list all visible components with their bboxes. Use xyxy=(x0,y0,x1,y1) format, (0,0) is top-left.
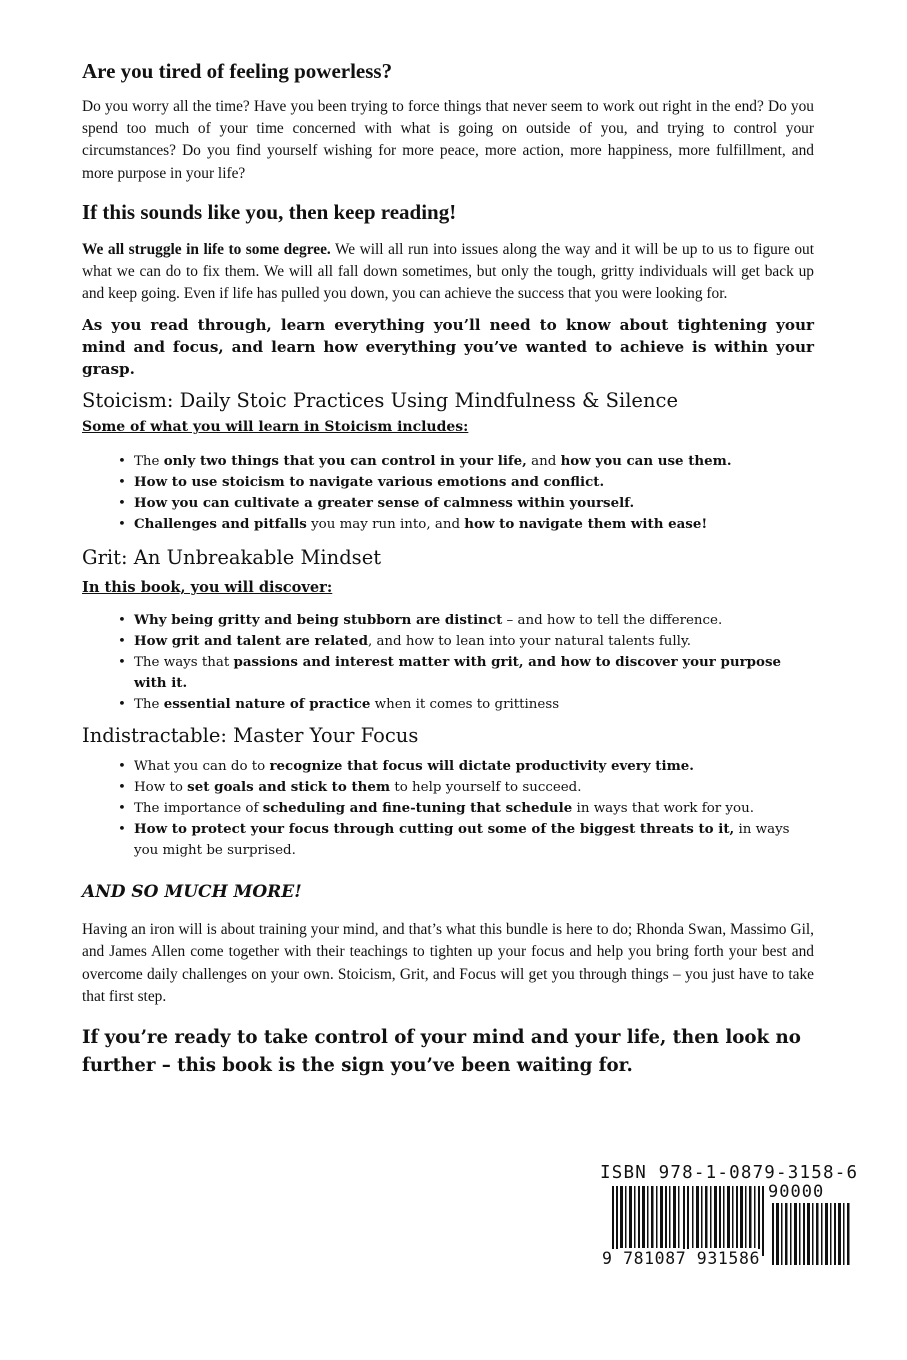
list-item: • The only two things that you can control in your life, and how you can use them. xyxy=(134,451,814,472)
list-item: • The importance of scheduling and fine-tuning that schedule in ways that work for you. xyxy=(134,798,814,819)
list-item: • The ways that passions and interest matter with grit, and how to discover your purpose with it. xyxy=(134,652,814,694)
indistractable-title: Indistractable: Master Your Focus xyxy=(82,724,419,748)
stoicism-subtitle: Some of what you will learn in Stoicism includes: xyxy=(82,419,469,436)
bundle-paragraph: Having an iron will is about training your mind, and that’s what this bundle is here to do; Rhonda Swan, Massimo Gil, and James Allen come together with their teachings to tighten up your focus and help you bring forth your best and overcome daily challenges on your own. Stoicism, Grit, and Focus will get you through things – you just have to take that first step. xyxy=(82,921,814,1005)
headline-powerless: Are you tired of feeling powerless? xyxy=(82,59,393,83)
struggle-paragraph xyxy=(82,239,814,306)
list-item: • The essential nature of practice when it comes to grittiness xyxy=(134,694,814,715)
read-through-paragraph: As you read through, learn everything you’ll need to know about tightening your mind and focus, and learn how everything you’ve wanted to achieve is within your grasp. xyxy=(82,316,814,378)
ean-digits: 9 781087 931586 xyxy=(602,1249,761,1268)
isbn-barcode xyxy=(600,1163,859,1269)
list-item: • How you can cultivate a greater sense of calmness within yourself. xyxy=(134,493,814,514)
stoicism-title: Stoicism: Daily Stoic Practices Using Mindfulness & Silence xyxy=(82,389,678,413)
isbn-text: ISBN 978-1-0879-3158-6 xyxy=(600,1163,859,1183)
list-item: • How to protect your focus through cutting out some of the biggest threats to it, in ways you might be surprised. xyxy=(134,819,814,861)
grit-subtitle: In this book, you will discover: xyxy=(82,579,333,597)
grit-title: Grit: An Unbreakable Mindset xyxy=(82,546,382,570)
indistractable-list xyxy=(82,756,814,861)
list-item: • How to set goals and stick to them to help yourself to succeed. xyxy=(134,777,814,798)
addon-barcode-bars xyxy=(770,1203,852,1265)
list-item: • How grit and talent are related, and how to lean into your natural talents fully. xyxy=(134,631,814,652)
stoicism-list xyxy=(82,451,814,535)
struggle-rest: We will all run into issues along the way and it will be up to us to figure out what we can do to fix them. We will all fall down sometimes, but only the tough, gritty individuals will get back up and keep going. Even if life has pulled you down, you can achieve the success that you were looking for. xyxy=(82,240,814,303)
list-item: • How to use stoicism to navigate various emotions and conflict. xyxy=(134,472,814,493)
ean-barcode-bars xyxy=(610,1186,768,1256)
list-item: • What you can do to recognize that focus will dictate productivity every time. xyxy=(134,756,814,777)
headline-keep-reading: If this sounds like you, then keep reading! xyxy=(82,199,457,224)
list-item: • Why being gritty and being stubborn are distinct – and how to tell the difference. xyxy=(134,610,814,631)
grit-list xyxy=(82,610,814,715)
intro-paragraph: Do you worry all the time? Have you been trying to force things that never seem to work out right in the end? Do you spend too much of your time concerned with what is going on outside of you, and trying to control your circumstances? Do you find yourself wishing for more peace, more action, more happiness, more fulfillment, and more purpose in your life? xyxy=(82,98,814,182)
struggle-lead: We all struggle in life to some degree. xyxy=(82,240,331,258)
closing-statement: If you’re ready to take control of your mind and your life, then look no further – this book is the sign you’ve been waiting for. xyxy=(82,1027,801,1077)
so-much-more-heading: AND SO MUCH MORE! xyxy=(82,882,302,903)
price-code: 90000 xyxy=(768,1182,825,1202)
list-item: • Challenges and pitfalls you may run into, and how to navigate them with ease! xyxy=(134,514,814,535)
back-cover-content xyxy=(82,58,814,1080)
